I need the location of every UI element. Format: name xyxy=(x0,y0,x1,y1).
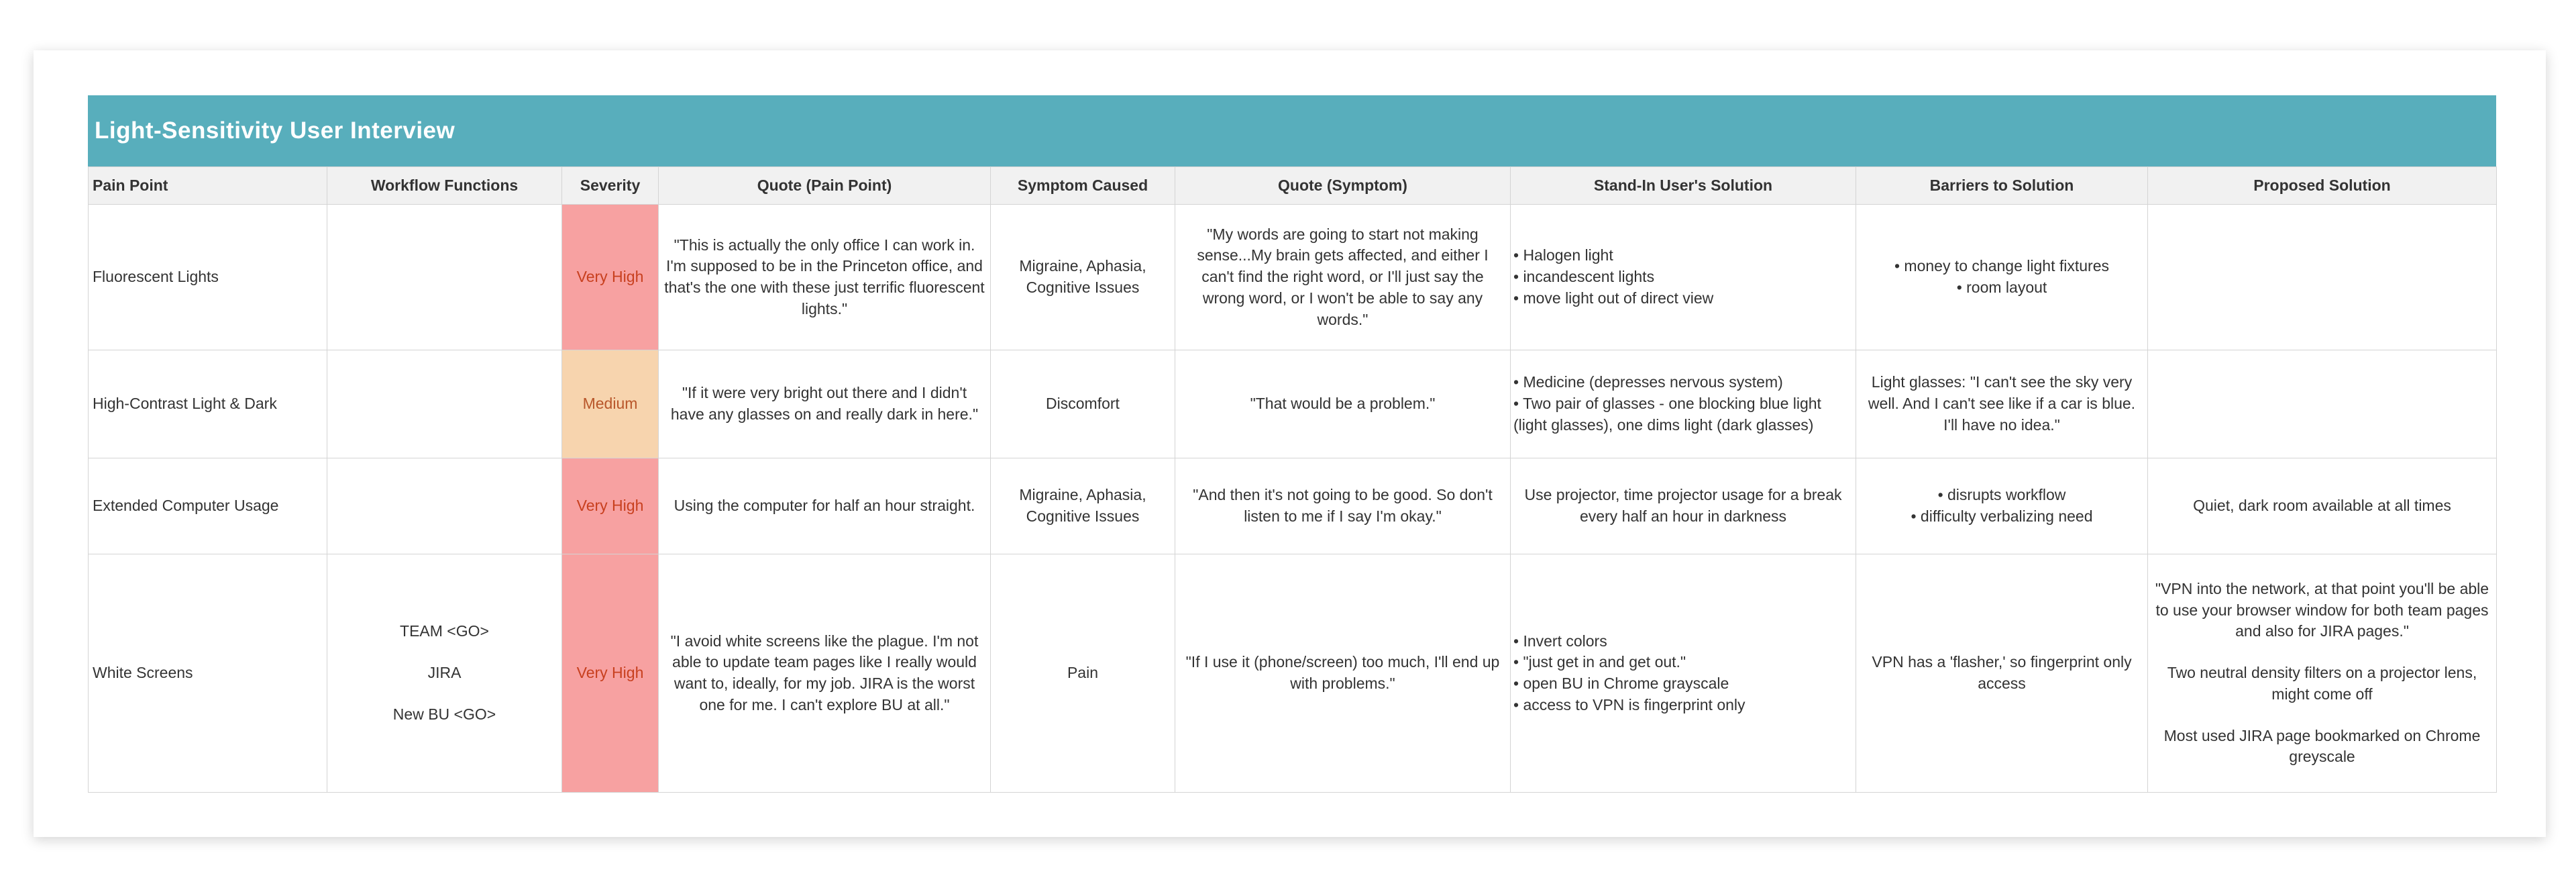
cell-user-solution[interactable] xyxy=(1511,205,1856,350)
cell-symptom-caused[interactable]: Discomfort xyxy=(991,350,1175,458)
cell-line: • Two pair of glasses - one blocking blue light (light glasses), one dims light (dark glasses) xyxy=(1513,395,1821,434)
line-spacer xyxy=(333,684,556,704)
cell-barriers[interactable] xyxy=(1856,205,2148,350)
cell-workflow-functions[interactable] xyxy=(327,350,562,458)
sheet-title: Light-Sensitivity User Interview xyxy=(88,95,2496,166)
cell-line: TEAM <GO> xyxy=(400,622,489,640)
line-spacer xyxy=(2153,705,2491,726)
cell-quote-symptom[interactable]: "That would be a problem." xyxy=(1175,350,1511,458)
col-header-proposed-solution[interactable]: Proposed Solution xyxy=(2148,167,2497,205)
cell-workflow-functions[interactable] xyxy=(327,205,562,350)
cell-line: Quiet, dark room available at all times xyxy=(2193,497,2451,515)
header-row xyxy=(89,167,2497,205)
cell-user-solution[interactable] xyxy=(1511,554,1856,793)
table-row xyxy=(89,350,2497,458)
cell-pain-point[interactable]: White Screens xyxy=(89,554,327,793)
table-row xyxy=(89,205,2497,350)
cell-severity[interactable]: Very High xyxy=(562,205,659,350)
cell-line: • incandescent lights xyxy=(1513,268,1655,286)
cell-barriers[interactable] xyxy=(1856,458,2148,554)
cell-workflow-functions[interactable] xyxy=(327,458,562,554)
cell-line: VPN has a 'flasher,' so fingerprint only access xyxy=(1872,653,2132,692)
col-header-severity[interactable]: Severity xyxy=(562,167,659,205)
cell-line: • Invert colors xyxy=(1513,632,1607,650)
col-header-quote-symptom[interactable]: Quote (Symptom) xyxy=(1175,167,1511,205)
cell-symptom-caused[interactable]: Migraine, Aphasia, Cognitive Issues xyxy=(991,205,1175,350)
cell-line: JIRA xyxy=(427,664,462,682)
cell-line: • disrupts workflow xyxy=(1937,486,2066,504)
cell-barriers[interactable] xyxy=(1856,350,2148,458)
cell-quote-pain-point[interactable]: Using the computer for half an hour straight. xyxy=(659,458,991,554)
cell-pain-point[interactable]: Extended Computer Usage xyxy=(89,458,327,554)
cell-line: • access to VPN is fingerprint only xyxy=(1513,695,1746,713)
cell-line: • room layout xyxy=(1956,279,2047,296)
cell-quote-symptom[interactable]: "My words are going to start not making sense...My brain gets affected, and either I can't find the right word, or I'll just say the wrong word, or I won't be able to say any words." xyxy=(1175,205,1511,350)
col-header-pain-point[interactable]: Pain Point xyxy=(89,167,327,205)
interview-table-container xyxy=(88,95,2496,793)
cell-severity[interactable]: Very High xyxy=(562,458,659,554)
cell-quote-symptom[interactable]: "And then it's not going to be good. So don't listen to me if I say I'm okay." xyxy=(1175,458,1511,554)
cell-line: Two neutral density filters on a projector lens, might come off xyxy=(2167,664,2477,703)
cell-quote-pain-point[interactable]: "I avoid white screens like the plague. I'm not able to update team pages like I really would want to, ideally, for my job. JIRA is the worst one for me. I can't explore BU at all." xyxy=(659,554,991,793)
cell-proposed-solution[interactable] xyxy=(2148,458,2497,554)
cell-symptom-caused[interactable]: Migraine, Aphasia, Cognitive Issues xyxy=(991,458,1175,554)
cell-line: • "just get in and get out." xyxy=(1513,653,1686,671)
table-row xyxy=(89,458,2497,554)
cell-line: Use projector, time projector usage for a break every half an hour in darkness xyxy=(1524,486,1842,525)
cell-proposed-solution[interactable] xyxy=(2148,554,2497,793)
cell-line: • money to change light fixtures xyxy=(1894,257,2109,275)
cell-line: • difficulty verbalizing need xyxy=(1911,507,2093,525)
col-header-barriers[interactable]: Barriers to Solution xyxy=(1856,167,2148,205)
cell-severity[interactable]: Very High xyxy=(562,554,659,793)
table-row xyxy=(89,554,2497,793)
cell-symptom-caused[interactable]: Pain xyxy=(991,554,1175,793)
interview-table xyxy=(88,166,2497,793)
col-header-quote-pain-point[interactable]: Quote (Pain Point) xyxy=(659,167,991,205)
cell-line: • Halogen light xyxy=(1513,246,1613,264)
cell-line: • open BU in Chrome grayscale xyxy=(1513,675,1729,692)
col-header-user-solution[interactable]: Stand-In User's Solution xyxy=(1511,167,1856,205)
cell-barriers[interactable] xyxy=(1856,554,2148,793)
cell-line: New BU <GO> xyxy=(392,705,496,723)
cell-user-solution[interactable] xyxy=(1511,350,1856,458)
line-spacer xyxy=(2153,642,2491,662)
cell-proposed-solution[interactable] xyxy=(2148,350,2497,458)
cell-pain-point[interactable]: High-Contrast Light & Dark xyxy=(89,350,327,458)
cell-quote-pain-point[interactable]: "If it were very bright out there and I didn't have any glasses on and really dark in here." xyxy=(659,350,991,458)
line-spacer xyxy=(333,642,556,662)
cell-line: Most used JIRA page bookmarked on Chrome greyscale xyxy=(2163,726,2481,766)
col-header-workflow-functions[interactable]: Workflow Functions xyxy=(327,167,562,205)
cell-pain-point[interactable]: Fluorescent Lights xyxy=(89,205,327,350)
cell-line: "VPN into the network, at that point you'll be able to use your browser window for both team pages and also for JIRA pages." xyxy=(2155,579,2489,640)
spreadsheet-card xyxy=(34,50,2546,837)
cell-severity[interactable]: Medium xyxy=(562,350,659,458)
col-header-symptom-caused[interactable]: Symptom Caused xyxy=(991,167,1175,205)
cell-user-solution[interactable] xyxy=(1511,458,1856,554)
cell-line: • Medicine (depresses nervous system) xyxy=(1513,373,1783,391)
cell-line: • move light out of direct view xyxy=(1513,289,1714,307)
cell-proposed-solution[interactable] xyxy=(2148,205,2497,350)
cell-workflow-functions[interactable] xyxy=(327,554,562,793)
cell-line: Light glasses: "I can't see the sky very well. And I can't see like if a car is blue. I'll have no idea." xyxy=(1868,373,2136,434)
cell-quote-symptom[interactable]: "If I use it (phone/screen) too much, I'll end up with problems." xyxy=(1175,554,1511,793)
cell-quote-pain-point[interactable]: "This is actually the only office I can work in. I'm supposed to be in the Princeton office, and that's the one with these just terrific fluorescent lights." xyxy=(659,205,991,350)
